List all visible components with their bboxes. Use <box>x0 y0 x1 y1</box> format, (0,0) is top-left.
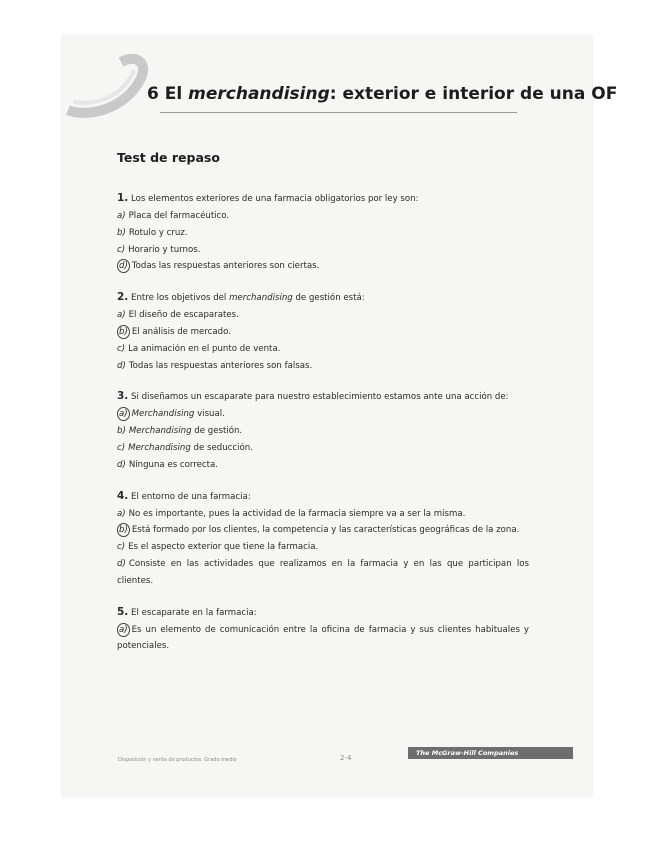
option-a[interactable]: a) Placa del farmacéutico. <box>117 211 230 221</box>
option-b[interactable]: b) Rotulo y cruz. <box>117 227 188 238</box>
question-text: 3. Si diseñamos un escaparate para nuestro establecimiento estamos ante una acción de: <box>117 390 509 403</box>
question-4 <box>117 488 529 590</box>
option-list <box>117 622 529 656</box>
option-d[interactable]: d) Todas las respuestas anteriores son falsas. <box>117 360 313 371</box>
question-3 <box>117 388 529 473</box>
option-b[interactable]: b) Merchandising de gestión. <box>117 426 243 437</box>
option-a[interactable]: a) El diseño de escaparates. <box>117 310 239 321</box>
option-list <box>117 406 529 473</box>
circled-answer-mark: b) <box>119 525 128 536</box>
option-b-selected[interactable]: b) El análisis de mercado. <box>119 326 231 337</box>
circled-answer-mark: d) <box>119 261 128 272</box>
question-text: 2. Entre los objetivos del merchandising de gestión está: <box>117 291 365 304</box>
review-quiz <box>117 190 529 665</box>
option-d[interactable]: d) Ninguna es correcta. <box>117 459 219 470</box>
option-c[interactable]: c) La animación en el punto de venta. <box>117 343 281 354</box>
chapter-swoosh-decoration <box>66 40 156 120</box>
option-d-selected[interactable]: d) Todas las respuestas anteriores son ciertas. <box>119 261 320 272</box>
chapter-title-rule <box>160 112 517 113</box>
option-list <box>117 307 529 374</box>
option-b-selected[interactable]: b) Está formado por los clientes, la competencia y las características geográficas de la zona. <box>119 525 520 536</box>
question-text: 4. El entorno de una farmacia: <box>117 489 251 502</box>
option-c[interactable]: c) Es el aspecto exterior que tiene la farmacia. <box>117 542 319 553</box>
footer-course-label: Disposición y venta de productos. Grado medio <box>118 757 237 763</box>
option-list <box>117 208 529 275</box>
publisher-logo: The McGraw-Hill Companies <box>408 747 573 759</box>
section-heading: Test de repaso <box>117 150 220 165</box>
option-a-selected[interactable]: a) Merchandising visual. <box>119 409 225 420</box>
circled-answer-mark: b) <box>119 326 128 337</box>
option-c[interactable]: c) Horario y turnos. <box>117 244 201 255</box>
option-list <box>117 506 529 590</box>
circled-answer-mark: a) <box>119 409 128 420</box>
footer-page-number: 2-4 <box>340 754 352 762</box>
question-text: 5. El escaparate en la farmacia: <box>117 605 257 618</box>
question-2 <box>117 289 529 374</box>
question-text: 1. Los elementos exteriores de una farmacia obligatorios por ley son: <box>117 192 419 204</box>
option-d[interactable]: d) Consiste en las actividades que realizamos en la farmacia y en las que participan los clientes. <box>117 558 529 586</box>
option-c[interactable]: c) Merchandising de seducción. <box>117 442 253 453</box>
question-5 <box>117 604 529 656</box>
option-a[interactable]: a) No es importante, pues la actividad de la farmacia siempre va a ser la misma. <box>117 508 466 519</box>
option-a-selected[interactable]: a) Es un elemento de comunicación entre la oficina de farmacia y sus clientes habituales y potenciales. <box>117 624 529 652</box>
question-1 <box>117 190 529 275</box>
chapter-title: 6 El merchandising: exterior e interior de una OF <box>147 84 618 104</box>
circled-answer-mark: a) <box>119 624 128 635</box>
